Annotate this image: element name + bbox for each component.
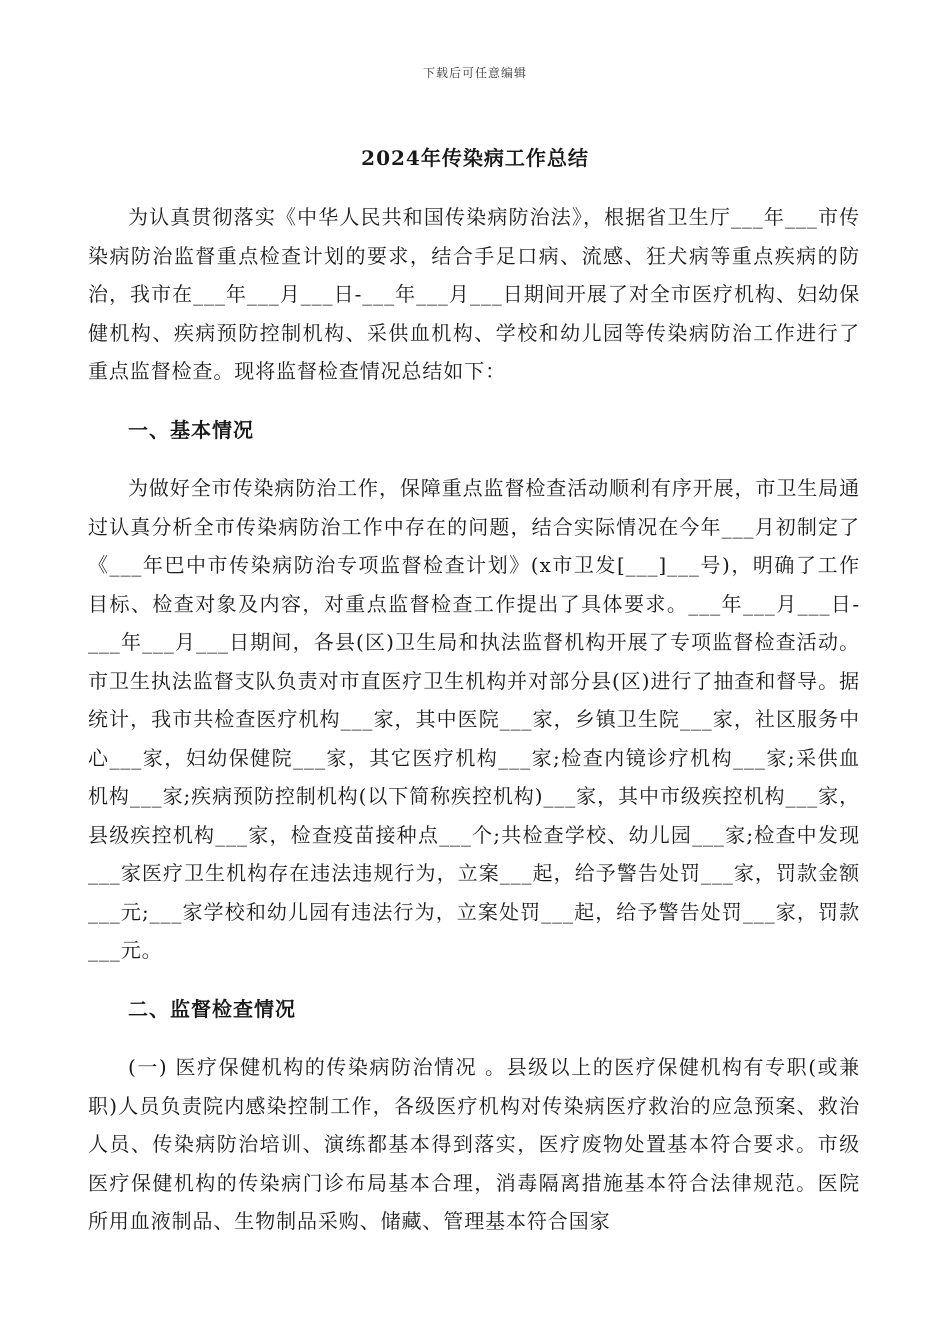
section-heading-basic: 一、基本情况: [128, 417, 254, 442]
header-note: 下载后可任意编辑: [422, 66, 527, 80]
section-heading-inspection: 二、监督检查情况: [128, 996, 296, 1021]
document-title: 2024年传染病工作总结: [361, 146, 589, 170]
document-body: [88, 198, 860, 1241]
intro-paragraph: 为认真贯彻落实《中华人民共和国传染病防治法》，根据省卫生厅___年___市传染病防治监督重点检查计划的要求，结合手足口病、流感、狂犬病等重点疾病的防治，我市在___年___月___日-___年___月___日期间开展了对全市医疗机构、妇幼保健机构、疾病预防控制机构、采供血机构、学校和幼儿园等传染病防治工作进行了重点监督检查。现将监督检查情况总结如下：: [88, 205, 860, 383]
section-body-basic: 为做好全市传染病防治工作，保障重点监督检查活动顺利有序开展，市卫生局通过认真分析全市传染病防治工作中存在的问题，结合实际情况在今年___月初制定了《___年巴中市传染病防治专项监督检查计划》(x市卫发[___]___号)，明确了工作目标、检查对象及内容，对重点监督检查工作提出了具体要求。___年___月___日-___年___月___日期间，各县(区)卫生局和执法监督机构开展了专项监督检查活动。市卫生执法监督支队负责对市直医疗卫生机构并对部分县(区)进行了抽查和督导。据统计，我市共检查医疗机构___家，其中医院___家，乡镇卫生院___家，社区服务中心___家，妇幼保健院___家，其它医疗机构___家;检查内镜诊疗机构___家;采供血机构___家;疾病预防控制机构(以下简称疾控机构)___家，其中市级疾控机构___家，县级疾控机构___家，检查疫苗接种点___个;共检查学校、幼儿园___家;检查中发现___家医疗卫生机构存在违法违规行为，立案___起，给予警告处罚___家，罚款金额___元;___家学校和幼儿园有违法行为，立案处罚___起，给予警告处罚___家，罚款___元。: [88, 476, 860, 962]
section-body-inspection: (一) 医疗保健机构的传染病防治情况 。县级以上的医疗保健机构有专职(或兼职)人员负责院内感染控制工作，各级医疗机构对传染病医疗救治的应急预案、救治人员、传染病防治培训、演练都基本得到落实，医疗废物处置基本符合要求。市级医疗保健机构的传染病门诊布局基本合理，消毒隔离措施基本符合法律规范。医院所用血液制品、生物制品采购、储藏、管理基本符合国家: [88, 1055, 860, 1233]
